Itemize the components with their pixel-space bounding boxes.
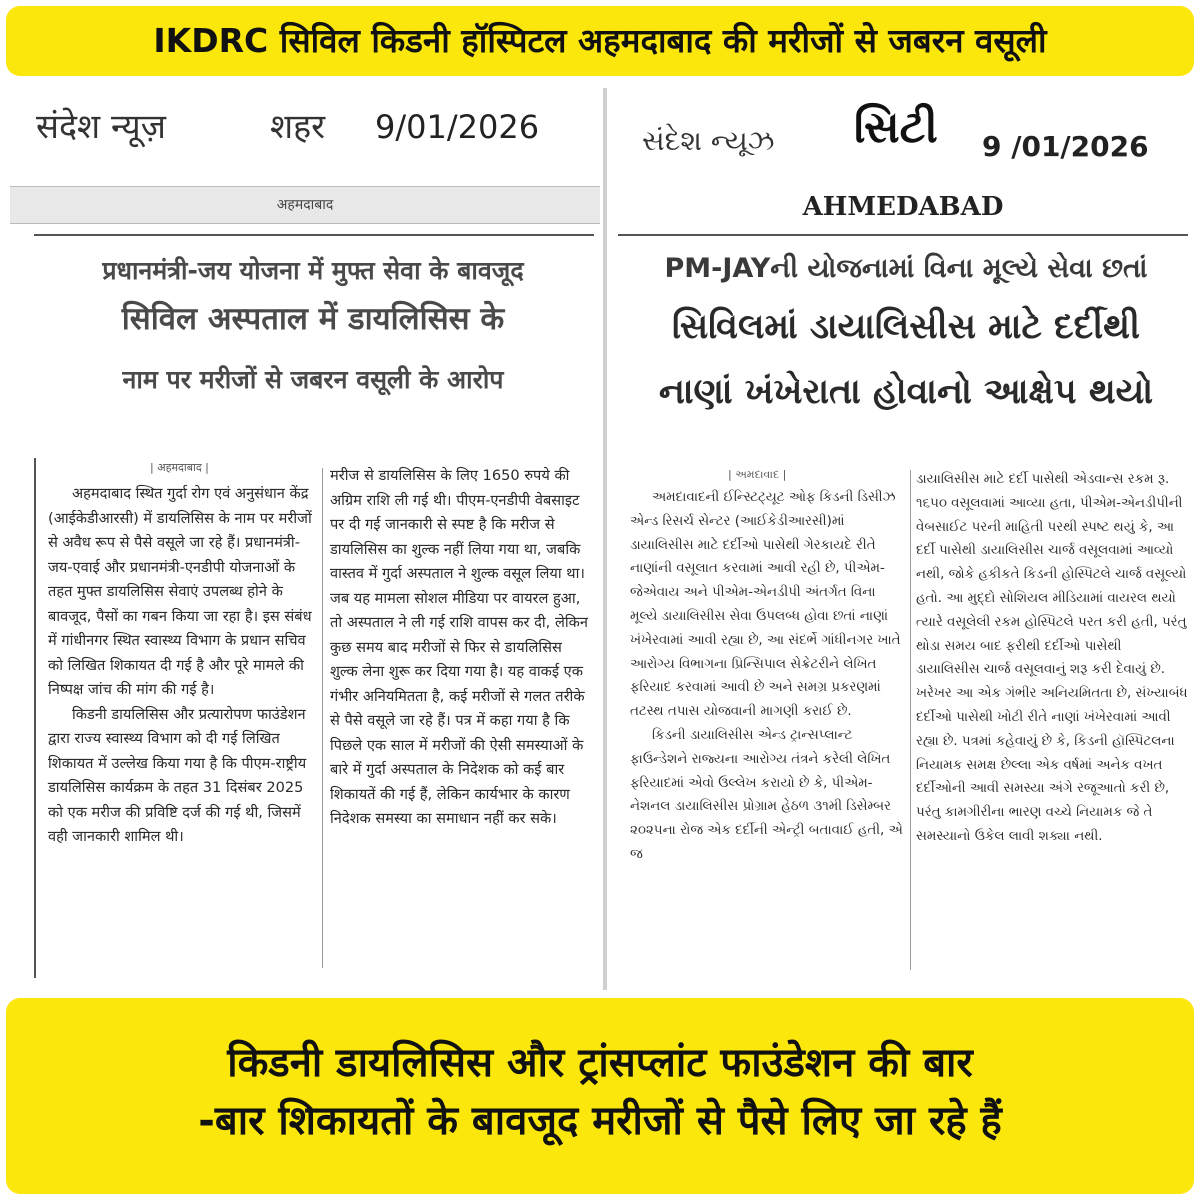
gujarati-headline bbox=[622, 246, 1190, 422]
top-headline-banner: IKDRC सिविल किडनी हॉस्पिटल अहमदाबाद की मरीजों से जबरन वसूली bbox=[6, 6, 1194, 76]
gujarati-headline-line: PM-JAYની યોજનામાં વિના મૂલ્યે સેવા છતાં bbox=[664, 253, 1148, 284]
gujarati-date: 9 /01/2026 bbox=[982, 130, 1149, 163]
bottom-caption-line: -बार शिकायतों के बावजूद मरीजों से पैसे लिए जा रहे हैं bbox=[198, 1098, 1002, 1144]
hindi-headline-line: नाम पर मरीजों से जबरन वसूली के आरोप bbox=[122, 365, 504, 394]
gujarati-dateline: | અમદાવાદ | bbox=[728, 468, 787, 481]
gujarati-news-clipping bbox=[612, 88, 1194, 990]
gujarati-column-2 bbox=[916, 468, 1188, 849]
hindi-news-clipping bbox=[10, 88, 600, 990]
hindi-headline bbox=[34, 248, 592, 416]
hindi-paper-name: संदेश न्यूज़ bbox=[36, 107, 166, 147]
hindi-dateline: | अहमदाबाद | bbox=[150, 461, 209, 474]
hindi-column-1 bbox=[48, 482, 316, 850]
bottom-caption-line: किडनी डायलिसिस और ट्रांसप्लांट फाउंडेशन की बार bbox=[227, 1040, 973, 1086]
gujarati-paragraph: અમદાવાદની ઈન્સ્ટિટ્યૂટ ઓફ કિડની ડિસીઝ એન્ડ રિસર્ચ સેન્ટર (આઈકેડીઆરસી)માં ડાયાલિસીસ માટે દર્દીઓ પાસેથી ગેરકાયદે રીતે નાણાંની વસૂલાત કરવામાં આવી રહી છે, પીએમ-જેએવાય અને પીએમ-એનડીપી અંતર્ગત વિના મૂલ્યે ડાયાલિસીસ સેવા ઉપલબ્ધ હોવા છતાં નાણાં ખંખેરવામાં આવી રહ્યા છે, આ સંદર્ભે ગાંધીનગર ખાતે આરોગ્ય વિભાગના પ્રિન્સિપાલ સેક્રેટરીને લેખિત ફરિયાદ કરવામાં આવી છે અને સમગ્ર પ્રકરણમાં તટસ્થ તપાસ યોજવાની માગણી કરાઈ છે. bbox=[630, 490, 901, 720]
hindi-section-bar: अहमदाबाद bbox=[10, 186, 600, 224]
clipping-divider bbox=[603, 88, 607, 990]
gujarati-column-1 bbox=[630, 486, 904, 867]
hindi-paragraph: अहमदाबाद स्थित गुर्दा रोग एवं अनुसंधान केंद्र (आईकेडीआरसी) में डायलिसिस के नाम पर मरीजों से अवैध रूप से पैसे वसूले जा रहे हैं। प्रधानमंत्री-जय-एवाई और प्रधानमंत्री-एनडीपी योजनाओं के तहत मुफ्त डायलिसिस सेवाएं उपलब्ध होने के बावजूद, पैसों का गबन किया जा रहा है। इस संबंध में गांधीनगर स्थित स्वास्थ्य विभाग के प्रधान सचिव को लिखित शिकायत दी गई है और पूरे मामले की निष्पक्ष जांच की मांग की गई है। bbox=[48, 485, 312, 698]
gujarati-headline-line: સિવિલમાં ડાયાલિસીસ માટે દર્દીથી bbox=[671, 307, 1141, 347]
hindi-headline-line: प्रधानमंत्री-जय योजना में मुफ्त सेवा के बावजूद bbox=[102, 256, 524, 285]
hindi-paragraph: किडनी डायलिसिस और प्रत्यारोपण फाउंडेशन द्वारा राज्य स्वास्थ्य विभाग को दी गई लिखित शिकायत में उल्लेख किया गया है कि पीएम-राष्ट्रीय डायलिसिस कार्यक्रम के तहत 31 दिसंबर 2025 को एक मरीज की प्रविष्टि दर्ज की गई थी, जिसमें वही जानकारी शामिल थी। bbox=[48, 705, 307, 845]
hindi-headline-line: सिविल अस्पताल में डायलिसिस के bbox=[121, 301, 505, 337]
gujarati-paragraph: કિડની ડાયાલિસીસ એન્ડ ટ્રાન્સપ્લાન્ટ ફાઉન્ડેશને રાજ્યના આરોગ્ય તંત્રને કરેલી લેખિત ફરિયાદમાં એવો ઉલ્લેખ કરાયો છે કે, પીએમ-નેશનલ ડાયાલિસીસ પ્રોગ્રામ હેઠળ ૩૧મી ડિસેમ્બર ૨૦૨૫ના રોજ એક દર્દીની એન્ટ્રી બતાવાઈ હતી, એ જ bbox=[630, 727, 903, 862]
gujarati-edition-label: સિટી bbox=[854, 102, 938, 153]
hindi-column-2 bbox=[330, 464, 592, 832]
gujarati-section-bar: AHMEDABAD bbox=[612, 188, 1194, 224]
hindi-paragraph: मरीज से डायलिसिस के लिए 1650 रुपये की अग्रिम राशि ली गई थी। पीएम-एनडीपी वेबसाइट पर दी गई जानकारी से स्पष्ट है कि मरीज से डायलिसिस का शुल्क नहीं लिया गया था, जबकि वास्तव में गुर्दा अस्पताल ने शुल्क वसूल लिया था। जब यह मामला सोशल मीडिया पर वायरल हुआ, तो अस्पताल ने ली गई राशि वापस कर दी, लेकिन कुछ समय बाद मरीजों से फिर से डायलिसिस शुल्क लेना शुरू कर दिया गया है। यह वाकई एक गंभीर अनियमितता है, कई मरीजों से गलत तरीके से पैसे वसूले जा रहे हैं। पत्र में कहा गया है कि पिछले एक साल में मरीजों की ऐसी समस्याओं के बारे में गुर्दा अस्पताल के निदेशक को कई बार शिकायतें की गई हैं, लेकिन कार्यभार के कारण निदेशक समस्या का समाधान नहीं कर सके। bbox=[330, 467, 588, 827]
gujarati-paper-name: સંદેશ ન્યૂઝ bbox=[642, 124, 775, 157]
hindi-date: 9/01/2026 bbox=[375, 108, 540, 146]
hindi-edition-label: शहर bbox=[270, 107, 326, 147]
gujarati-headline-line: નાણાં ખંખેરાતા હોવાનો આક્ષેપ થયો bbox=[658, 372, 1154, 412]
gujarati-paragraph: ડાયાલિસીસ માટે દર્દી પાસેથી એડવાન્સ રકમ રૂ. ૧૬૫૦ વસૂલવામાં આવ્યા હતા, પીએમ-એનડીપીની વેબસાઈટ પરની માહિતી પરથી સ્પષ્ટ થયું કે, આ દર્દી પાસેથી ડાયાલિસીસ ચાર્જ વસૂલવામાં આવ્યો નથી, જોકે હકીકતે કિડની હોસ્પિટલે ચાર્જ વસૂલ્યો હતો. આ મુદ્દો સોશિયલ મીડિયામાં વાયરલ થયો ત્યારે વસૂલેલી રકમ હોસ્પિટલે પરત કરી હતી, પરંતુ થોડા સમય બાદ ફરીથી દર્દીઓ પાસેથી ડાયાલિસીસ ચાર્જ વસૂલવાનું શરૂ કરી દેવાયું છે. ખરેખર આ એક ગંભીર અનિયમિતતા છે, સંખ્યાબંધ દર્દીઓ પાસેથી ખોટી રીતે નાણાં ખંખેરવામાં આવી રહ્યા છે. પત્રમાં કહેવાયું છે કે, કિડની હૉસ્પિટલના નિયામક સમક્ષ છેલ્લા એક વર્ષમાં અનેક વખત દર્દીઓની આવી સમસ્યા અંગે રજૂઆતો કરી છે, પરંતુ કામગીરીના ભારણ વચ્ચે નિયામક જે તે સમસ્યાનો ઉકેલ લાવી શક્યા નથી. bbox=[916, 472, 1188, 844]
bottom-caption-banner bbox=[6, 998, 1194, 1194]
